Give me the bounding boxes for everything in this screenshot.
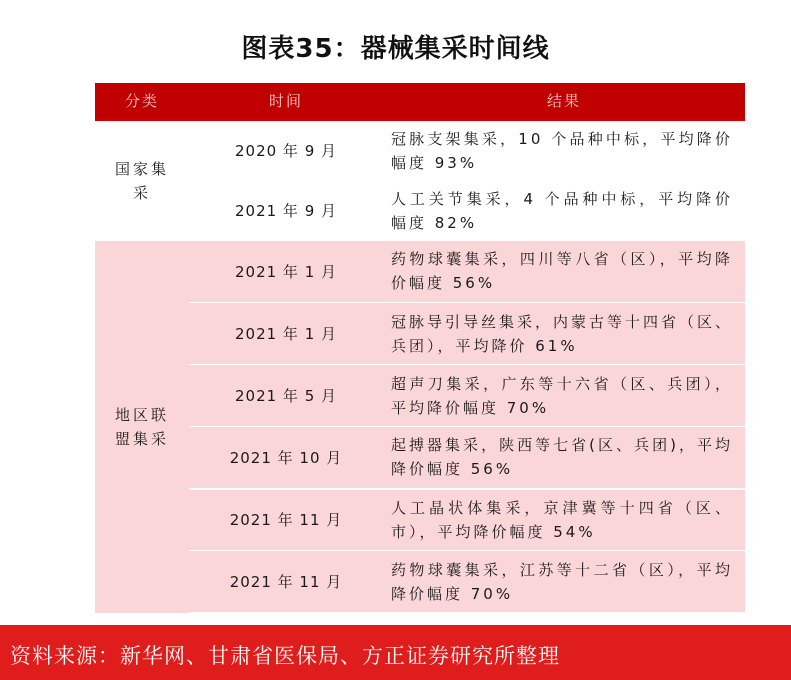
result-cell: 超声刀集采，广东等十六省（区、兵团），平均降价幅度 70% [383, 365, 745, 427]
category-label: 国家集采 [114, 159, 169, 202]
time-cell: 2021 年 11 月 [189, 551, 383, 613]
source-footer [0, 625, 791, 680]
table-row [95, 181, 745, 241]
category-label: 地区联盟集采 [114, 405, 169, 448]
table-row [95, 119, 745, 181]
time-cell: 2021 年 10 月 [189, 427, 383, 489]
time-cell: 2021 年 5 月 [189, 365, 383, 427]
table-row [95, 489, 745, 551]
header-result: 结果 [546, 91, 581, 110]
procurement-timeline-table [95, 83, 745, 613]
category-cell [95, 119, 189, 241]
table-header [95, 83, 745, 119]
result-cell: 冠脉支架集采，10 个品种中标，平均降价幅度 93% [383, 119, 745, 181]
time-cell: 2021 年 1 月 [189, 303, 383, 365]
table-row [95, 551, 745, 613]
header-category: 分类 [124, 91, 159, 110]
time-cell: 2021 年 11 月 [189, 489, 383, 551]
result-cell: 药物球囊集采，四川等八省（区），平均降价幅度 56% [383, 241, 745, 303]
time-cell: 2021 年 1 月 [189, 241, 383, 303]
result-cell: 药物球囊集采，江苏等十二省（区），平均降价幅度 70% [383, 551, 745, 613]
time-cell: 2021 年 9 月 [234, 202, 338, 220]
result-cell: 人工晶状体集采，京津冀等十四省（区、市），平均降价幅度 54% [383, 489, 745, 551]
result-cell: 冠脉导引导丝集采，内蒙古等十四省（区、兵团），平均降价 61% [383, 303, 745, 365]
table-row [95, 241, 745, 303]
header-time: 时间 [268, 91, 303, 110]
result-cell: 起搏器集采，陕西等七省(区、兵团)，平均降价幅度 56% [383, 427, 745, 489]
table-row [95, 365, 745, 427]
result-cell: 人工关节集采，4 个品种中标，平均降价幅度 82% [391, 189, 733, 232]
page-title: 图表35：器械集采时间线 [241, 34, 550, 64]
time-cell: 2020 年 9 月 [189, 119, 383, 181]
table-row [95, 427, 745, 489]
table-row [95, 303, 745, 365]
category-cell [95, 241, 189, 613]
source-text: 资料来源：新华网、甘肃省医保局、方正证券研究所整理 [10, 644, 560, 668]
